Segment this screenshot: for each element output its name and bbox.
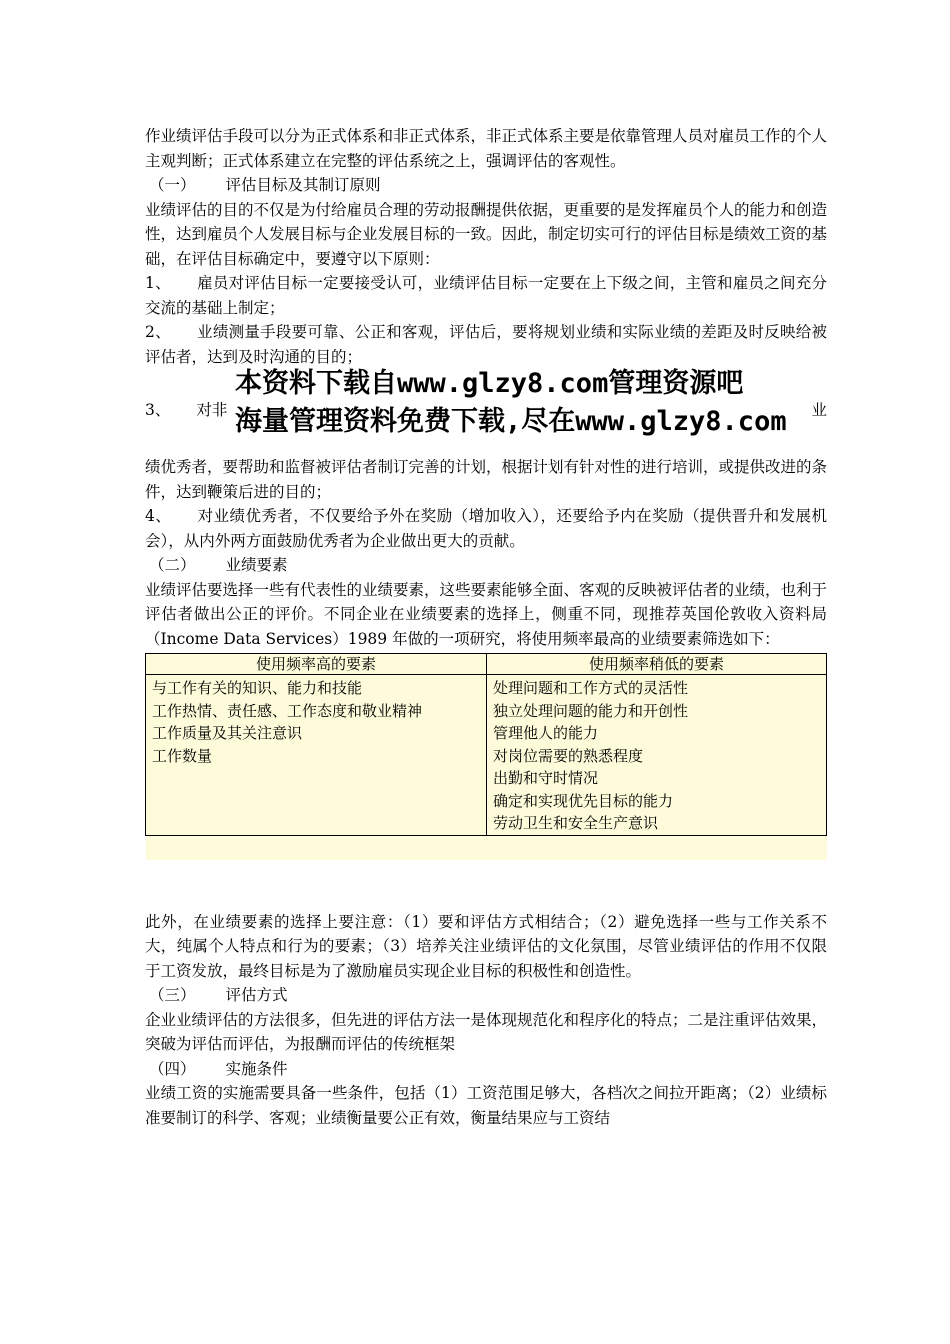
principle-item-3-cont: 绩优秀者，要帮助和监督被评估者制订完善的计划，根据计划有针对性的进行培训，或提供改进的条件，达到鞭策后进的目的； — [145, 458, 828, 501]
principle-item-4 — [145, 504, 827, 553]
table-footer-band — [146, 835, 827, 860]
item-text: 雇员对评估目标一定要接受认可，业绩评估目标一定要在上下级之间，主管和雇员之间充分交流的基础上制定； — [145, 274, 827, 317]
list-item: 管理他人的能力 — [493, 724, 599, 742]
performance-elements-table — [145, 653, 827, 860]
intro-paragraph: 作业绩评估手段可以分为正式体系和非正式体系，非正式体系主要是依靠管理人员对雇员工作的个人主观判断；正式体系建立在完整的评估系统之上，强调评估的客观性。 — [145, 127, 828, 170]
table-header-high: 使用频率高的要素 — [146, 654, 487, 675]
document-page — [145, 124, 827, 1130]
list-item: 劳动卫生和安全生产意识 — [493, 814, 659, 832]
table-cell-low — [487, 675, 827, 836]
list-item: 与工作有关的知识、能力和技能 — [152, 679, 363, 697]
watermark-banner — [235, 365, 787, 441]
list-item: 处理问题和工作方式的灵活性 — [493, 679, 689, 697]
section-heading-3 — [145, 983, 827, 1008]
item-text: 对业绩优秀者，不仅要给予外在奖励（增加收入），还要给予内在奖励（提供晋升和发展机会），从内外两方面鼓励优秀者为企业做出更大的贡献。 — [145, 507, 827, 550]
item-number: 4、 — [145, 507, 172, 525]
principle-item-3-line — [145, 369, 827, 447]
list-item: 确定和实现优先目标的能力 — [493, 791, 674, 810]
list-item: 独立处理问题的能力和开创性 — [493, 701, 689, 720]
section-heading-2 — [145, 553, 827, 578]
heading-number: （二） — [149, 556, 196, 574]
conditions-paragraph: 业绩工资的实施需要具备一些条件，包括（1）工资范围足够大，各档次之间拉开距离；（2）业绩标准要制订的科学、客观；业绩衡量要公正有效，衡量结果应与工资结 — [145, 1084, 827, 1127]
table-cell-high — [146, 675, 487, 836]
heading-title: 评估目标及其制订原则 — [225, 176, 381, 194]
item-text: 对非 — [196, 401, 228, 419]
item-number: 1、 — [145, 274, 171, 292]
methods-paragraph: 企业业绩评估的方法很多，但先进的评估方法一是体现规范化和程序化的特点；二是注重评估效果，突破为评估而评估，为报酬而评估的传统框架 — [145, 1010, 828, 1053]
watermark-line-1: 本资料下载自www.glzy8.com管理资源吧 — [235, 368, 744, 399]
section-heading-4 — [145, 1057, 827, 1082]
heading-number: （一） — [149, 176, 196, 194]
list-item: 工作质量及其关注意识 — [152, 724, 303, 742]
elements-paragraph: 业绩评估要选择一些有代表性的业绩要素，这些要素能够全面、客观的反映被评估者的业绩，也利于评估者做出公正的评价。不同企业在业绩要素的选择上，侧重不同，现推荐英国伦敦收入资料局（Income Data Services）1989 年做的一项研究，将使用频率最高的业绩要素筛选如下： — [145, 580, 828, 648]
principle-item-1 — [145, 271, 827, 320]
table-header-low: 使用频率稍低的要素 — [487, 654, 827, 675]
list-item: 工作数量 — [152, 746, 213, 765]
item-3-start — [145, 398, 227, 423]
heading-number: （四） — [149, 1059, 196, 1078]
item-number: 2、 — [145, 323, 171, 341]
section-heading-1 — [145, 173, 827, 198]
list-item: 对岗位需要的熟悉程度 — [493, 746, 644, 765]
heading-title: 实施条件 — [225, 1059, 288, 1078]
selection-notes-paragraph: 此外，在业绩要素的选择上要注意：（1）要和评估方式相结合；（2）避免选择一些与工作关系不大，纯属个人特点和行为的要素；（3）培养关注业绩评估的文化氛围，尽管业绩评估的作用不仅限于工资发放，最终目标是为了激励雇员实现企业目标的积极性和创造性。 — [145, 912, 827, 980]
goal-paragraph: 业绩评估的目的不仅是为付给雇员合理的劳动报酬提供依据，更重要的是发挥雇员个人的能力和创造性，达到雇员个人发展目标与企业发展目标的一致。因此，制定切实可行的评估目标是绩效工资的基础，在评估目标确定中，要遵守以下原则： — [145, 200, 828, 268]
list-item: 出勤和守时情况 — [493, 769, 599, 787]
item-number: 3、 — [145, 401, 171, 419]
list-item: 工作热情、责任感、工作态度和敬业精神 — [152, 701, 423, 720]
watermark-line-2: 海量管理资料免费下载,尽在www.glzy8.com — [235, 406, 787, 437]
heading-number: （三） — [149, 986, 196, 1004]
item-3-end-char: 业 — [811, 401, 827, 419]
heading-title: 业绩要素 — [225, 556, 288, 574]
principle-item-2 — [145, 320, 827, 369]
item-text: 业绩测量手段要可靠、公正和客观，评估后，要将规划业绩和实际业绩的差距及时反映给被评估者，达到及时沟通的目的； — [145, 323, 827, 366]
heading-title: 评估方式 — [225, 986, 288, 1004]
